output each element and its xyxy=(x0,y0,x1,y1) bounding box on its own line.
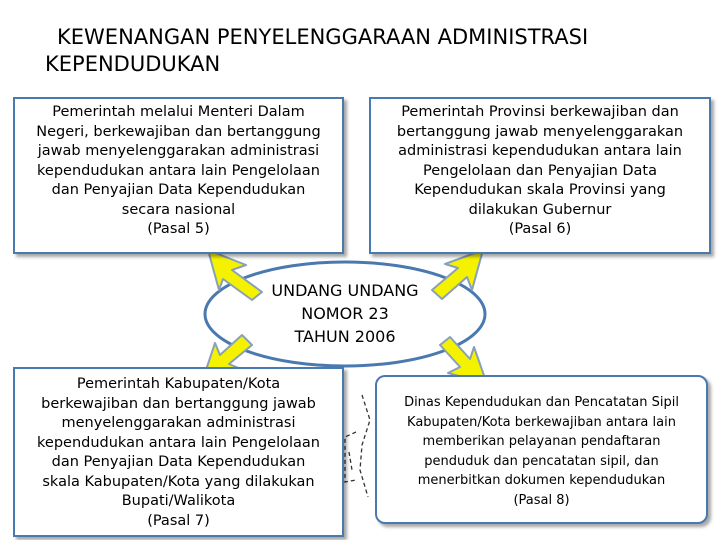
box-text-line: menyelenggarakan administrasi xyxy=(61,415,296,431)
page-title-line-1: KEWENANGAN PENYELENGGARAAN ADMINISTRASI xyxy=(57,25,589,49)
box-text-line: berkewajiban dan bertanggung jawab xyxy=(41,395,316,412)
center-text-line: NOMOR 23 xyxy=(301,304,389,323)
box-central-government xyxy=(13,97,344,254)
box-text-line: Kependudukan skala Provinsi yang xyxy=(414,182,666,198)
dashed-bracket-icon xyxy=(345,395,370,497)
box-text-line: dan Penyajian Data Kependudukan xyxy=(51,454,306,470)
box-text-line: Pemerintah Kabupaten/Kota xyxy=(76,376,281,392)
center-text-line: UNDANG UNDANG xyxy=(271,281,419,300)
box-text-line: dilakukan Gubernur xyxy=(468,201,612,218)
box-text-line: Pengelolaan dan Penyajian Data xyxy=(422,162,658,179)
box-text-line: menerbitkan dokumen kependudukan xyxy=(417,473,666,488)
box-text-line: (Pasal 8) xyxy=(513,492,570,508)
box-text-line: administrasi kependudukan antara lain xyxy=(398,143,682,159)
box-text-line: Pemerintah Provinsi berkewajiban dan xyxy=(401,104,679,120)
center-law-label xyxy=(230,279,460,348)
box-text-line: (Pasal 7) xyxy=(147,512,210,529)
page-title-line-2: KEPENDUDUKAN xyxy=(45,52,221,76)
box-text-line: jawab menyelenggarakan administrasi xyxy=(37,143,320,159)
box-text-line: Pemerintah melalui Menteri Dalam xyxy=(52,104,305,120)
box-text-line: penduduk dan pencatatan sipil, dan xyxy=(424,453,659,469)
box-regency-city-government xyxy=(13,367,344,537)
box-text-line: dan Penyajian Data Kependudukan xyxy=(51,182,306,198)
center-text-line: TAHUN 2006 xyxy=(294,327,396,346)
box-text-line: kependudukan antara lain Pengelolaan xyxy=(37,434,320,451)
box-text-line: Bupati/Walikota xyxy=(121,493,236,509)
box-text-line: bertanggung jawab menyelenggarakan xyxy=(396,123,684,140)
box-text-line: (Pasal 5) xyxy=(147,221,210,237)
box-civil-registry-office xyxy=(375,375,708,524)
page-title xyxy=(45,24,705,78)
box-text-line: skala Kabupaten/Kota yang dilakukan xyxy=(42,473,315,490)
box-text-line: Dinas Kependudukan dan Pencatatan Sipil xyxy=(404,395,679,410)
box-text-line: Kabupaten/Kota berkewajiban antara lain xyxy=(407,414,676,430)
box-text-line: (Pasal 6) xyxy=(508,221,572,237)
box-text-line: secara nasional xyxy=(121,201,236,218)
box-text-line: Negeri, berkewajiban dan bertanggung xyxy=(36,123,321,140)
box-text-line: kependudukan antara lain Pengelolaan xyxy=(37,162,320,179)
box-provincial-government xyxy=(369,97,711,254)
box-text-line: memberikan pelayanan pendaftaran xyxy=(422,434,661,449)
